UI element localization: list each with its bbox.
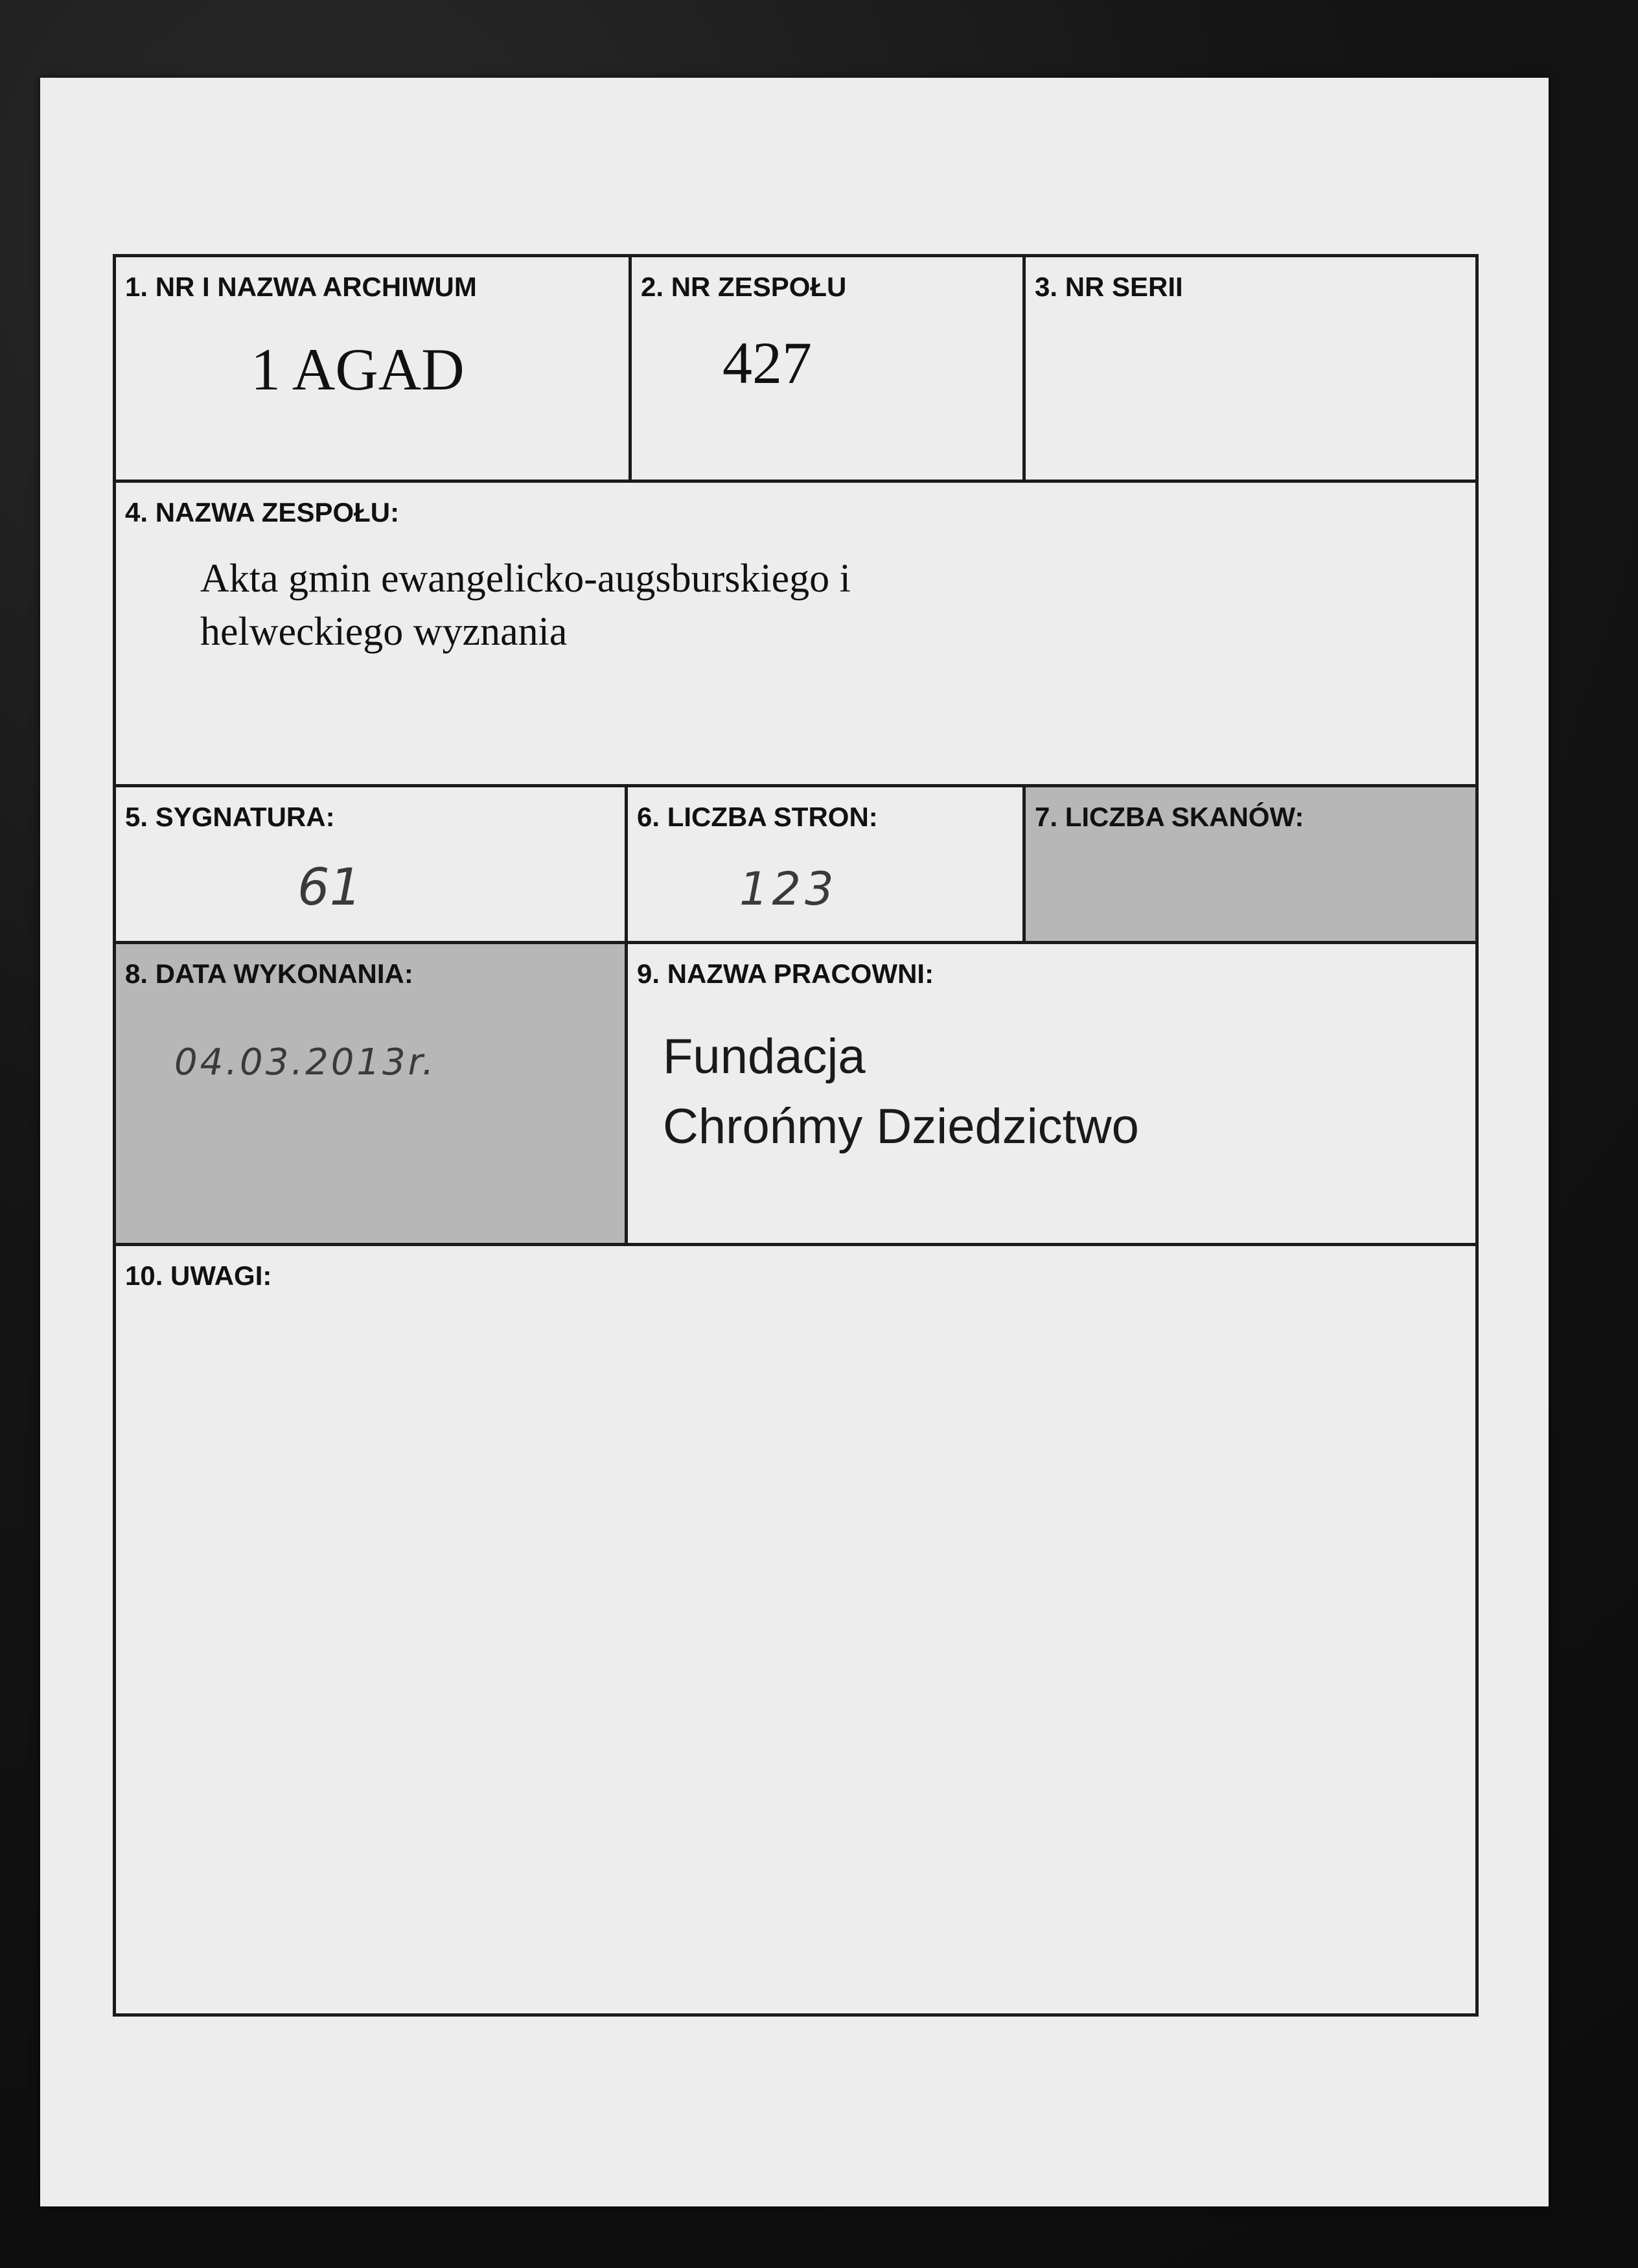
workshop-value-line1: Fundacja bbox=[663, 1029, 866, 1084]
page-count-value: 123 bbox=[739, 862, 838, 916]
workshop-label: 9. NAZWA PRACOWNI: bbox=[637, 958, 934, 989]
page-count-label: 6. LICZBA STRON: bbox=[637, 802, 878, 832]
archive-value: 1 AGAD bbox=[251, 336, 465, 402]
cell-signature bbox=[113, 784, 625, 941]
archive-label: 1. NR I NAZWA ARCHIWUM bbox=[125, 272, 477, 302]
cell-fonds-number bbox=[629, 254, 1022, 480]
series-number-label: 3. NR SERII bbox=[1035, 272, 1183, 302]
cell-date bbox=[113, 941, 625, 1243]
scan-count-label: 7. LICZBA SKANÓW: bbox=[1035, 802, 1304, 832]
archive-form-sheet bbox=[40, 78, 1549, 2206]
fonds-name-value-line1: Akta gmin ewangelicko-augsburskiego i bbox=[200, 557, 851, 601]
cell-fonds-name bbox=[113, 480, 1479, 784]
fonds-name-value-line2: helweckiego wyznania bbox=[200, 610, 568, 654]
signature-label: 5. SYGNATURA: bbox=[125, 802, 335, 832]
cell-notes bbox=[113, 1243, 1479, 2017]
date-value: 04.03.2013r. bbox=[174, 1041, 437, 1083]
signature-value: 61 bbox=[297, 859, 362, 917]
cell-page-count bbox=[625, 784, 1022, 941]
fonds-name-label: 4. NAZWA ZESPOŁU: bbox=[125, 497, 400, 527]
workshop-value-line2: Chrońmy Dziedzictwo bbox=[663, 1099, 1139, 1154]
notes-label: 10. UWAGI: bbox=[125, 1260, 272, 1291]
cell-scan-count bbox=[1022, 784, 1479, 941]
cell-workshop bbox=[625, 941, 1479, 1243]
cell-archive bbox=[113, 254, 629, 480]
cell-series-number bbox=[1022, 254, 1479, 480]
fonds-number-label: 2. NR ZESPOŁU bbox=[641, 272, 847, 302]
fonds-number-value: 427 bbox=[722, 330, 812, 396]
date-label: 8. DATA WYKONANIA: bbox=[125, 958, 413, 989]
